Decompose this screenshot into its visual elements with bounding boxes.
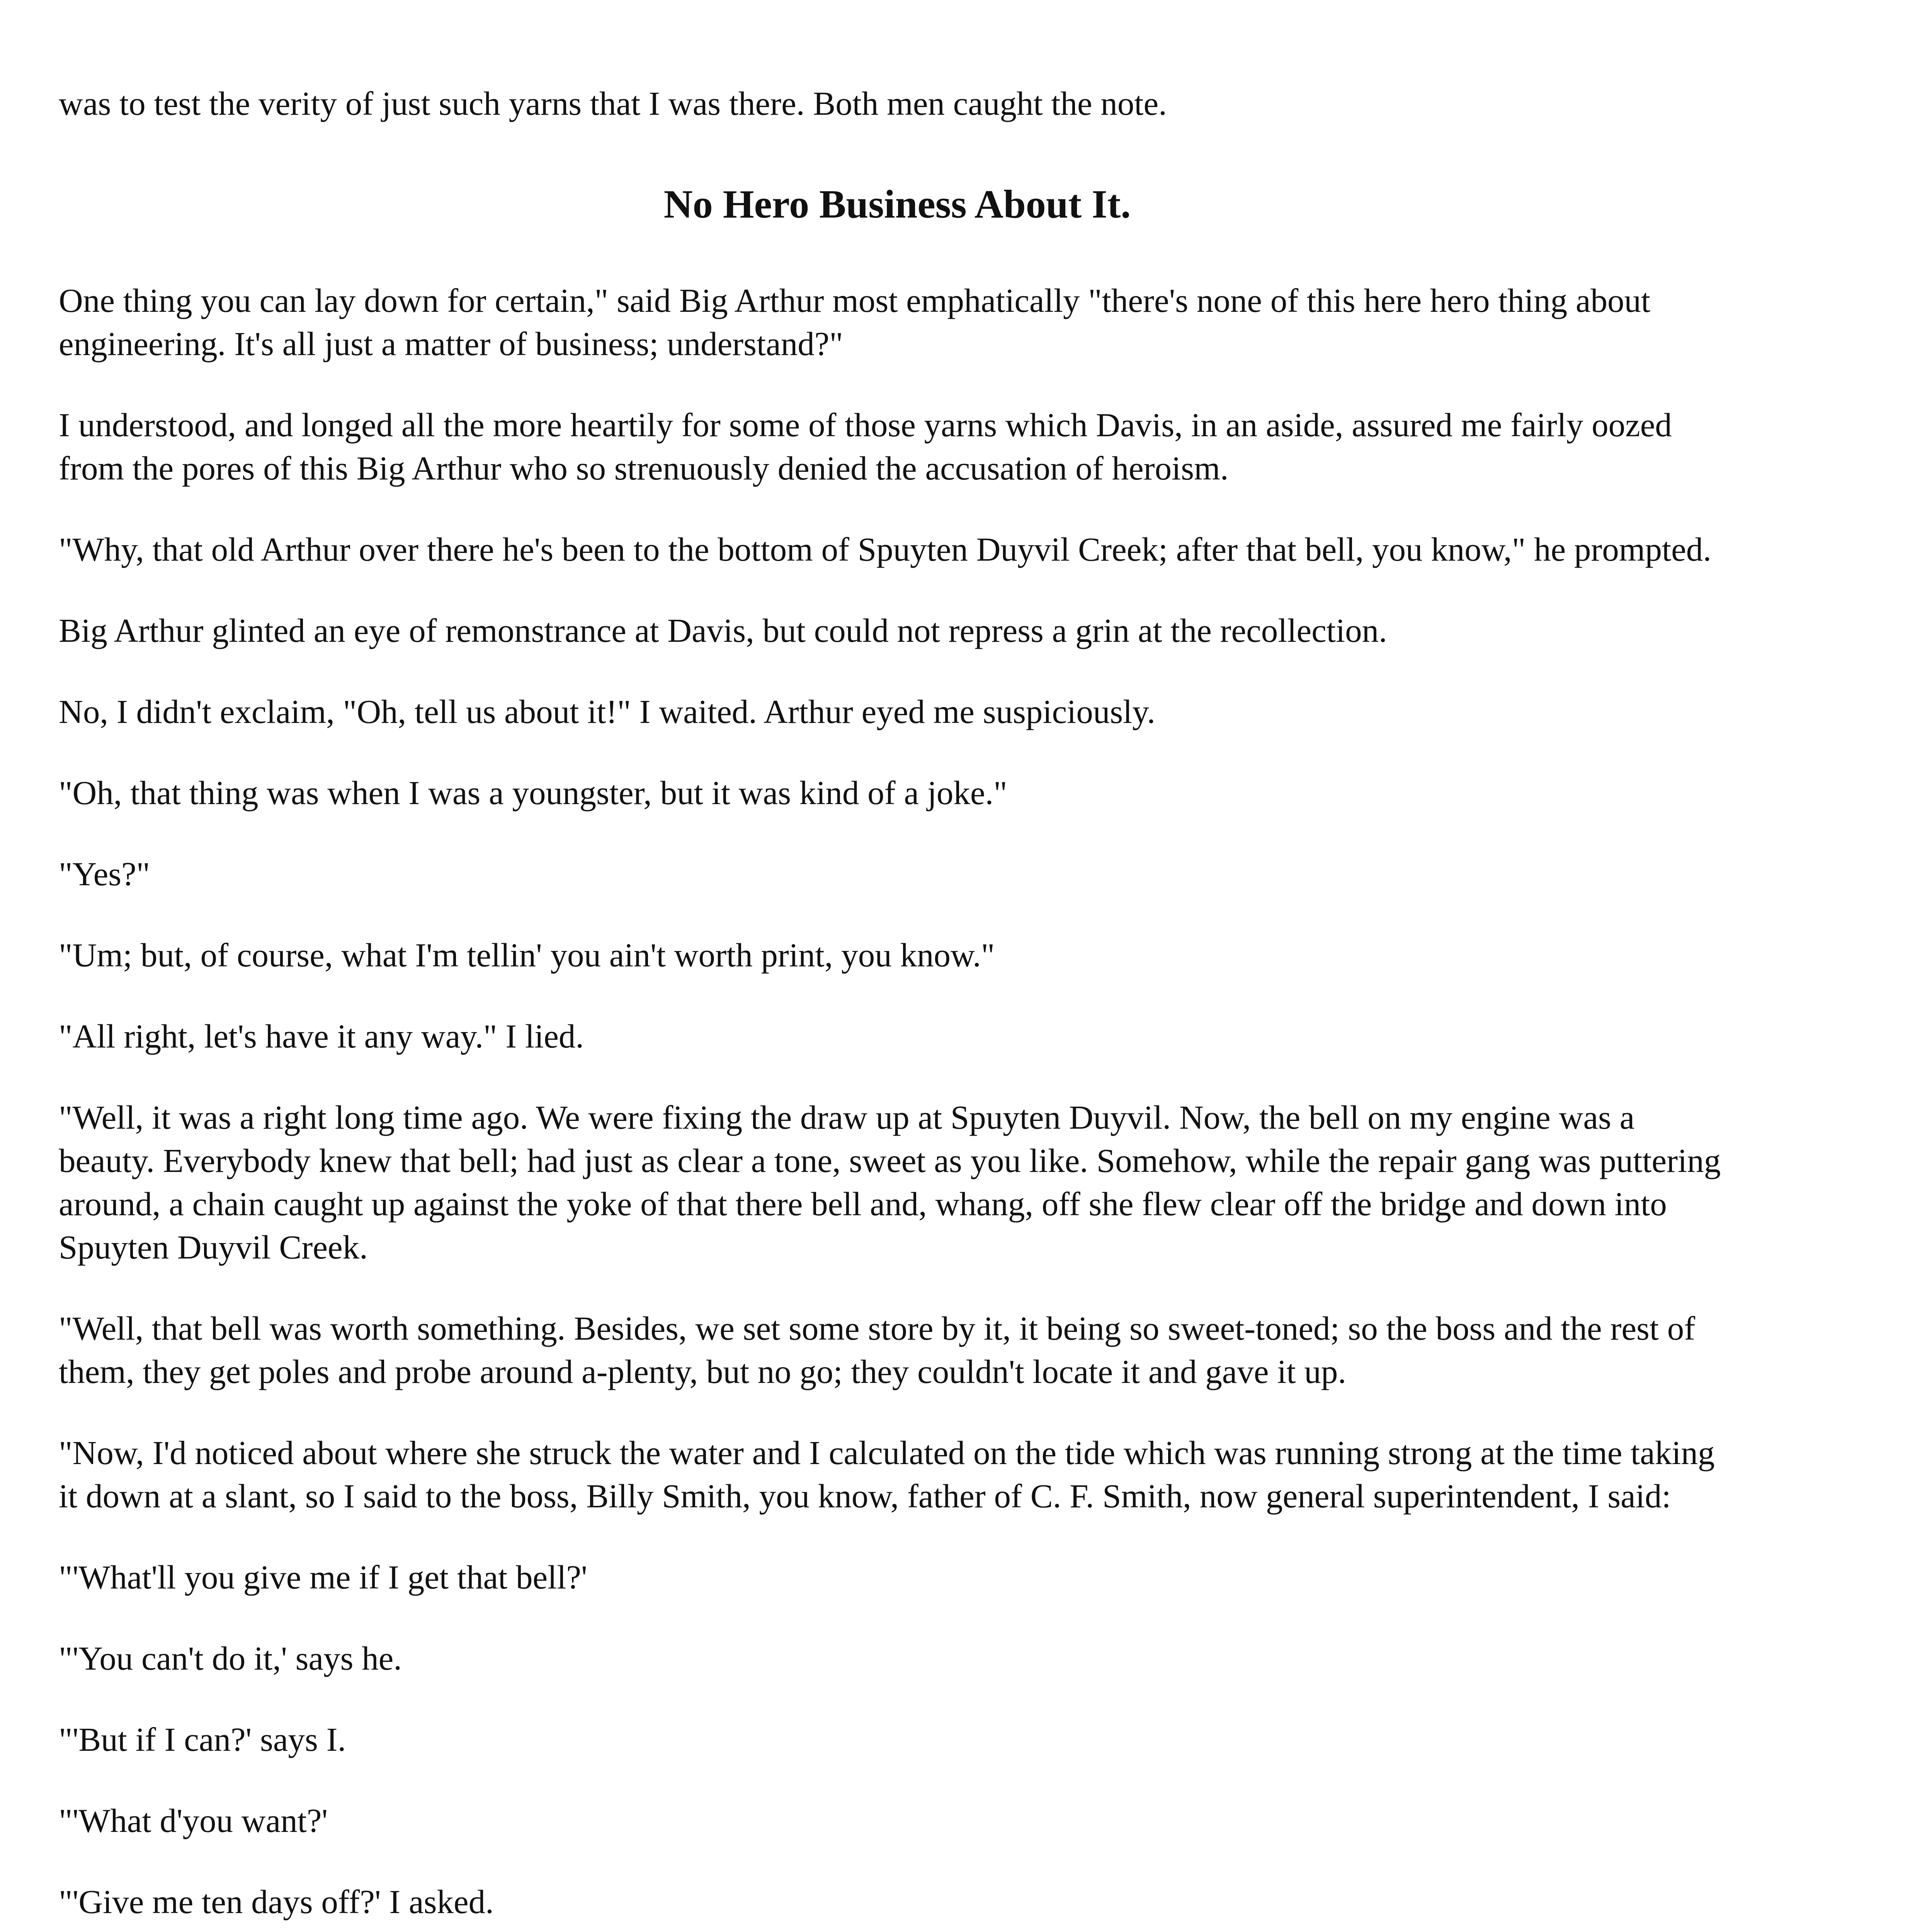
paragraph: "Well, it was a right long time ago. We were fixing the draw up at Spuyten Duyvil. Now, the bell on my engine was a beauty. Everybody knew that bell; had just as clear a tone, sweet as you like. Somehow, while the repair gang was puttering around, a chain caught up against the yoke of that there bell and, whang, off she flew clear off the bridge and down into Spuyten Duyvil Creek. [59, 1099, 1721, 1266]
paragraph: "All right, let's have it any way." I lied. [59, 1017, 584, 1055]
paragraph: "'What d'you want?' [59, 1802, 328, 1839]
paragraph: No, I didn't exclaim, "Oh, tell us about it!" I waited. Arthur eyed me suspiciously. [59, 693, 1155, 730]
paragraph: "Yes?" [59, 855, 150, 893]
paragraph: "'You can't do it,' says he. [59, 1639, 402, 1677]
paragraph: One thing you can lay down for certain," said Big Arthur most emphatically "there's none of this here hero thing about engineering. It's all just a matter of business; understand?" [59, 282, 1651, 362]
paragraph: "Oh, that thing was when I was a youngster, but it was kind of a joke." [59, 774, 1007, 811]
paragraph: "'But if I can?' says I. [59, 1721, 346, 1758]
paragraph-intro: was to test the verity of just such yarns that I was there. Both men caught the note. [59, 85, 1167, 122]
paragraph: I understood, and longed all the more heartily for some of those yarns which Davis, in an aside, assured me fairly oozed from the pores of this Big Arthur who so strenuously denied the accusation of heroism. [59, 406, 1672, 487]
paragraph: Big Arthur glinted an eye of remonstrance at Davis, but could not repress a grin at the recollection. [59, 612, 1387, 649]
page-content [59, 82, 1736, 1932]
section-heading-no-hero: No Hero Business About It. [663, 182, 1131, 226]
paragraph: "Why, that old Arthur over there he's been to the bottom of Spuyten Duyvil Creek; after that bell, you know," he prompted. [59, 531, 1712, 568]
paragraph: "'What'll you give me if I get that bell?' [59, 1558, 587, 1596]
paragraph: "Now, I'd noticed about where she struck the water and I calculated on the tide which was running strong at the time taking it down at a slant, so I said to the boss, Billy Smith, you know, father of C. F. Smith, now general superintendent, I said: [59, 1434, 1715, 1515]
paragraph: "Um; but, of course, what I'm tellin' you ain't worth print, you know." [59, 936, 995, 974]
paragraph: "Well, that bell was worth something. Besides, we set some store by it, it being so sweet-toned; so the boss and the rest of them, they get poles and probe around a-plenty, but no go; they couldn't locate it and gave it up. [59, 1310, 1696, 1390]
paragraph: "'Give me ten days off?' I asked. [59, 1883, 494, 1920]
